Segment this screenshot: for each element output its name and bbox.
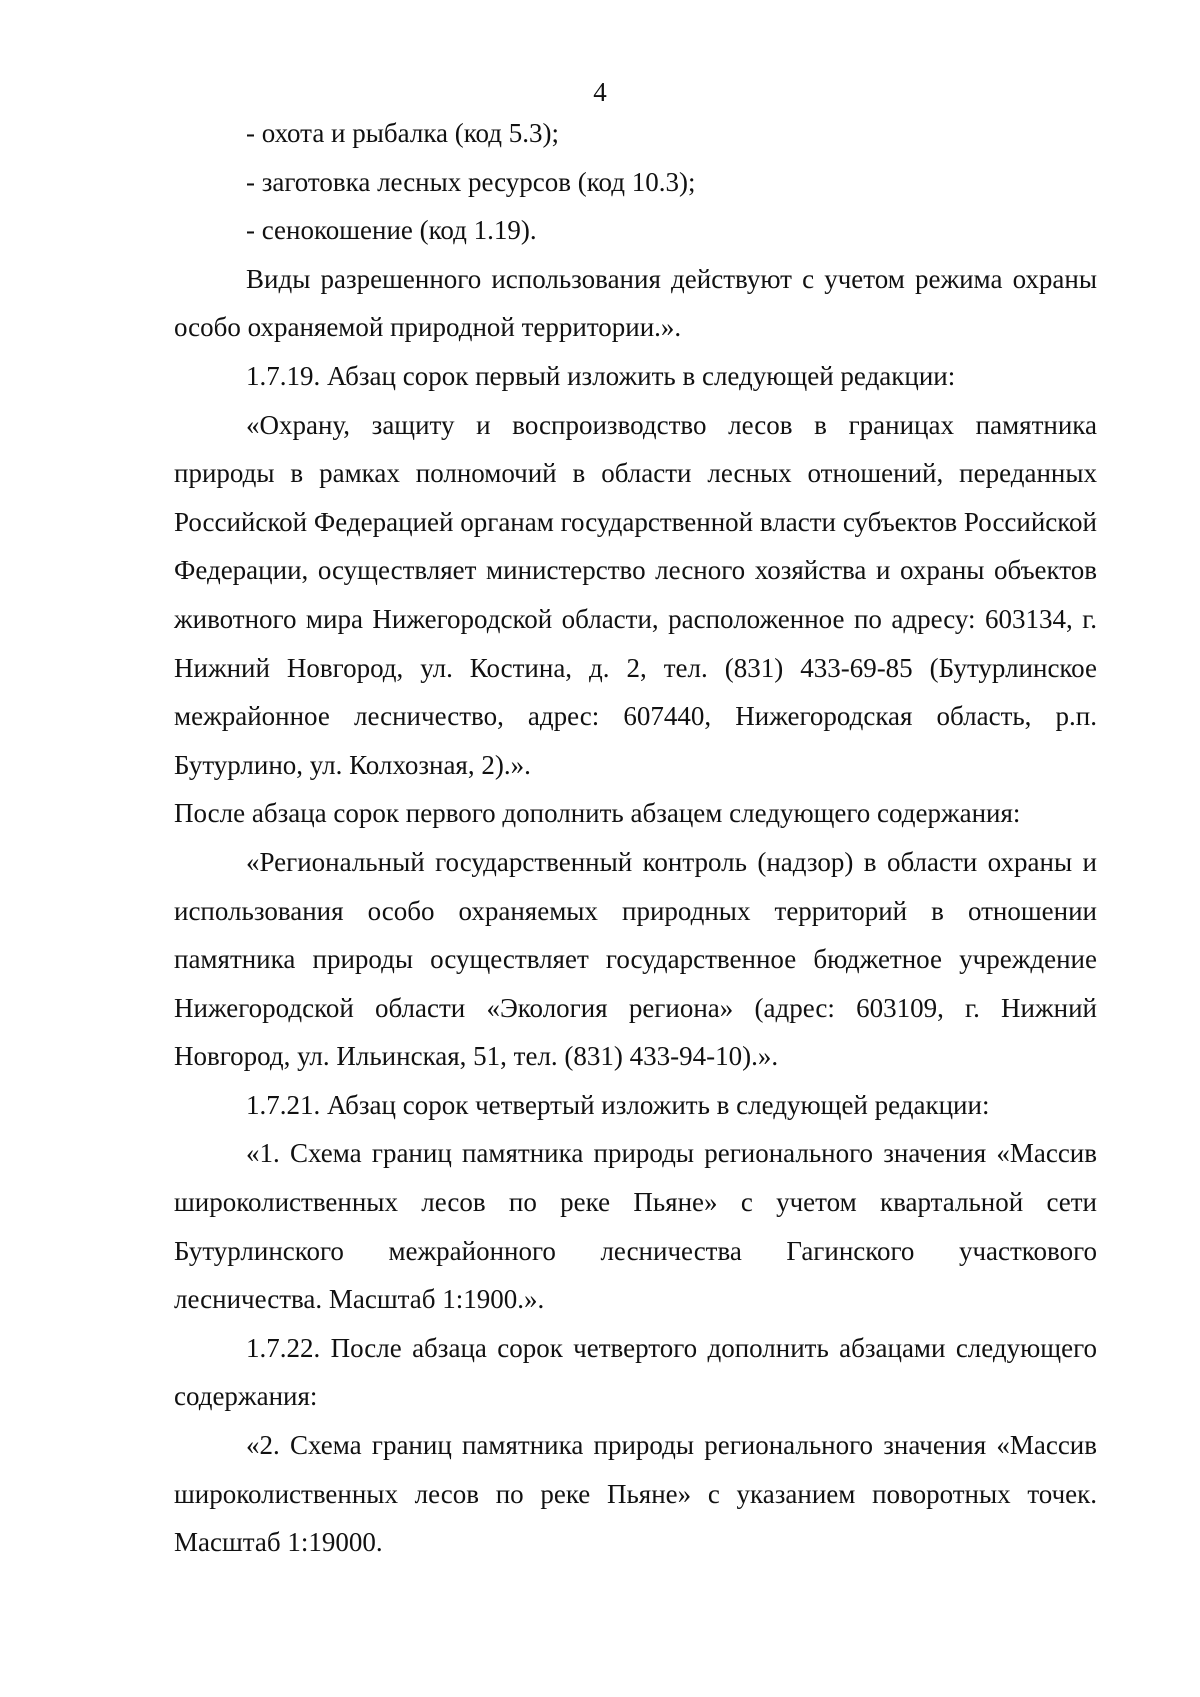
paragraph-1-7-21: 1.7.21. Абзац сорок четвертый изложить в следующей редакции: — [246, 1089, 990, 1120]
paragraph-1-7-22: 1.7.22. После абзаца сорок четвертого дополнить абзацами следующего содержания: — [174, 1332, 1097, 1412]
paragraph-permitted-use: Виды разрешенного использования действуют с учетом режима охраны особо охраняемой природной территории.». — [174, 263, 1097, 343]
paragraph-forest-protection: «Охрану, защиту и воспроизводство лесов в границах памятника природы в рамках полномочий в области лесных отношений, переданных Российской Федерацией органам государственной власти субъектов Российской Федерации, осуществляет министерство лесного хозяйства и охраны объектов животного мира Нижегородской области, расположенное по адресу: 603134, г. Нижний Новгород, ул. Костина, д. 2, тел. (831) 433-69-85 (Бутурлинское межрайонное лесничество, адрес: 607440, Нижегородская область, р.п. Бутурлино, ул. Колхозная, 2).». — [174, 409, 1097, 780]
list-item-haymaking: - сенокошение (код 1.19). — [246, 215, 537, 246]
list-item-forest-resources: - заготовка лесных ресурсов (код 10.3); — [246, 166, 696, 197]
paragraph-1-7-19: 1.7.19. Абзац сорок первый изложить в следующей редакции: — [246, 360, 956, 391]
document-body — [174, 109, 1097, 1567]
paragraph-after-41: После абзаца сорок первого дополнить абзацем следующего содержания: — [174, 798, 1021, 829]
paragraph-regional-control: «Региональный государственный контроль (надзор) в области охраны и использования особо охраняемых природных территорий в отношении памятника природы осуществляет государственное бюджетное учреждение Нижегородской области «Экология региона» (адрес: 603109, г. Нижний Новгород, ул. Ильинская, 51, тел. (831) 433-94-10).». — [174, 846, 1097, 1072]
paragraph-scheme-1: «1. Схема границ памятника природы регионального значения «Массив широколиственных лесов по реке Пьяне» с учетом квартальной сети Бутурлинского межрайонного лесничества Гагинского участкового лесничества. Масштаб 1:1900.». — [174, 1138, 1097, 1315]
page-number: 4 — [593, 77, 607, 107]
list-item-hunting-fishing: - охота и рыбалка (код 5.3); — [246, 118, 559, 148]
paragraph-scheme-2: «2. Схема границ памятника природы регионального значения «Массив широколиственных лесов по реке Пьяне» с указанием поворотных точек. Масштаб 1:19000. — [174, 1430, 1097, 1558]
